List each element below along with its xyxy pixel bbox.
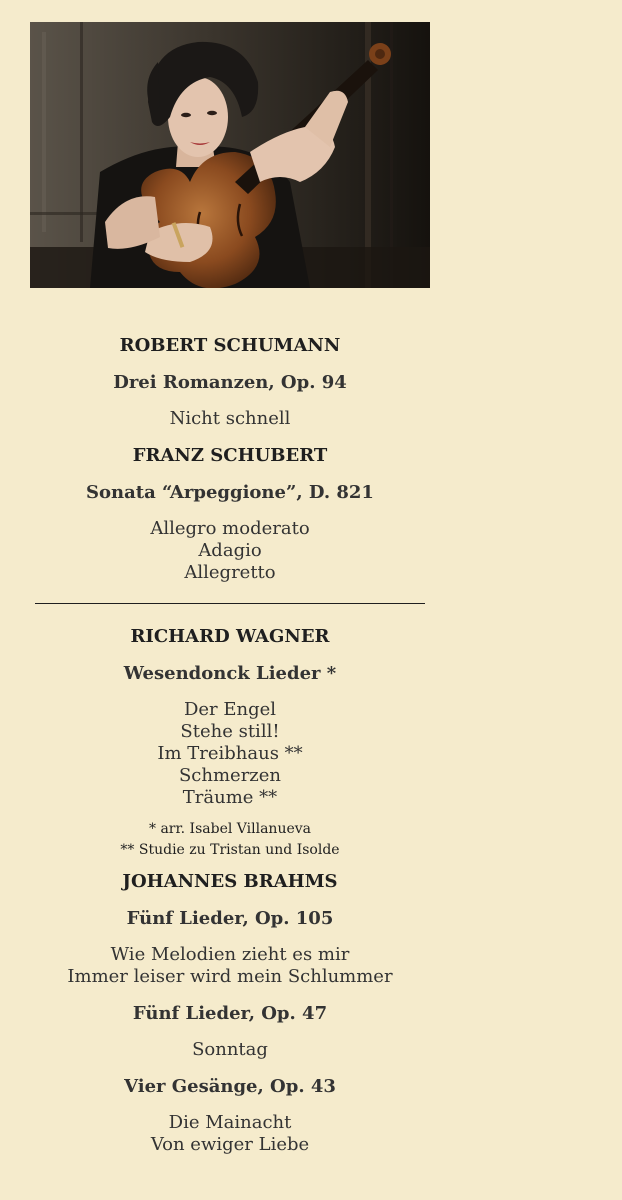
movement-item: Schmerzen — [178, 765, 282, 786]
work-title: Vier Gesänge, Op. 43 — [124, 1076, 336, 1097]
movement-list — [30, 518, 430, 584]
movement-item: Allegro moderato — [150, 518, 310, 539]
movement-list — [30, 699, 430, 809]
movement-list — [30, 1112, 430, 1156]
footnotes — [30, 819, 430, 861]
movement-item: Von ewiger Liebe — [150, 1134, 310, 1155]
work-title: Sonata “Arpeggione”, D. 821 — [86, 482, 374, 503]
movement-item: Träume ** — [182, 787, 278, 808]
violinist-photo-icon — [30, 22, 430, 288]
movement-item: Nicht schnell — [169, 408, 291, 429]
movement-item: Adagio — [198, 540, 262, 561]
composer-name: FRANZ SCHUBERT — [132, 445, 328, 466]
work-title: Wesendonck Lieder * — [123, 663, 337, 684]
section-divider — [35, 603, 425, 604]
composer-name: JOHANNES BRAHMS — [122, 871, 338, 892]
movement-item: Die Mainacht — [168, 1112, 292, 1133]
movement-item: Allegretto — [184, 562, 276, 583]
work-title: Fünf Lieder, Op. 105 — [126, 908, 334, 929]
movement-item: Der Engel — [183, 699, 277, 720]
footnote: * arr. Isabel Villanueva — [149, 821, 311, 837]
work-title: Drei Romanzen, Op. 94 — [113, 372, 347, 393]
work-title: Fünf Lieder, Op. 47 — [132, 1003, 328, 1024]
concert-program — [30, 334, 430, 1170]
composer-name: RICHARD WAGNER — [130, 626, 330, 647]
movement-item: Stehe still! — [180, 721, 280, 742]
violinist-photo — [30, 22, 430, 288]
movement-item: Im Treibhaus ** — [157, 743, 303, 764]
movement-list — [30, 1039, 430, 1061]
movement-item: Immer leiser wird mein Schlummer — [67, 966, 393, 987]
movement-item: Sonntag — [192, 1039, 268, 1060]
movement-item: Wie Melodien zieht es mir — [110, 944, 350, 965]
movement-list — [30, 944, 430, 988]
footnote: ** Studie zu Tristan und Isolde — [120, 842, 340, 858]
movement-list — [30, 408, 430, 430]
composer-name: ROBERT SCHUMANN — [119, 335, 341, 356]
